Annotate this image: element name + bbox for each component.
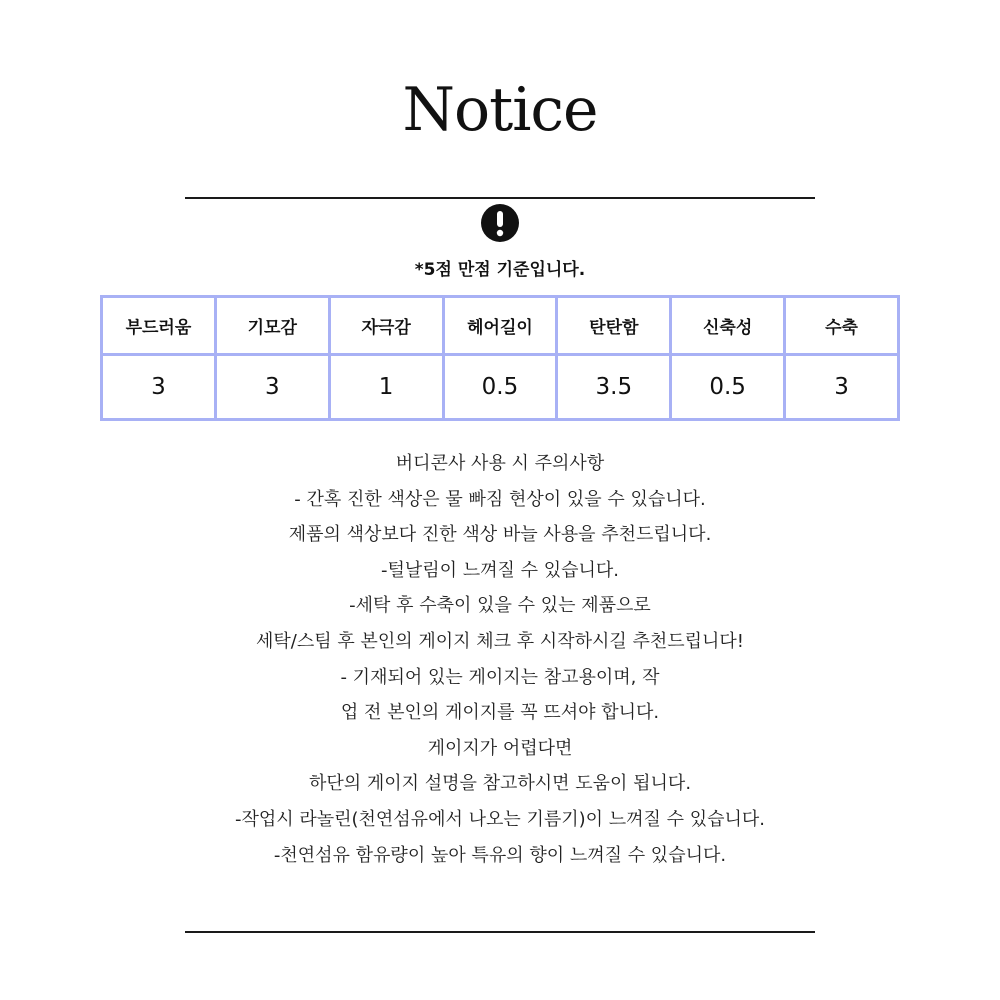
note-line: - 간혹 진한 색상은 물 빠짐 현상이 있을 수 있습니다. (294, 488, 706, 510)
rating-value: 3.5 (557, 355, 671, 420)
bottom-divider (185, 931, 815, 933)
note-line: 게이지가 어렵다면 (427, 737, 573, 759)
rating-header: 부드러움 (102, 297, 216, 355)
note-line: 업 전 본인의 게이지를 꼭 뜨셔야 합니다. (340, 702, 660, 724)
rating-header: 탄탄함 (557, 297, 671, 355)
rating-header: 수축 (785, 297, 899, 355)
note-line: 제품의 색상보다 진한 색상 바늘 사용을 추천드립니다. (288, 524, 712, 546)
exclamation-circle-icon (481, 204, 519, 242)
rating-header: 헤어길이 (443, 297, 557, 355)
note-line: - 기재되어 있는 게이지는 참고용이며, 작 (340, 666, 660, 688)
note-line: -세탁 후 수축이 있을 수 있는 제품으로 (349, 595, 651, 617)
rating-header: 자극감 (329, 297, 443, 355)
note-line: -천연섬유 함유량이 높아 특유의 향이 느껴질 수 있습니다. (273, 844, 727, 866)
rating-header: 신축성 (671, 297, 785, 355)
note-line: 하단의 게이지 설명을 참고하시면 도움이 됩니다. (308, 773, 692, 795)
ratings-table (100, 295, 900, 421)
note-line: -작업시 라놀린(천연섬유에서 나오는 기름기)이 느껴질 수 있습니다. (234, 808, 766, 830)
rating-value: 3 (785, 355, 899, 420)
score-note: *5점 만점 기준입니다. (414, 260, 586, 280)
ratings-header-row (102, 297, 899, 355)
rating-value: 3 (102, 355, 216, 420)
rating-header: 기모감 (215, 297, 329, 355)
notes-heading: 버디콘사 사용 시 주의사항 (395, 453, 605, 474)
note-line: -털날림이 느껴질 수 있습니다. (380, 559, 620, 581)
caution-notes (0, 446, 1000, 873)
top-divider (185, 197, 815, 199)
rating-value: 0.5 (443, 355, 557, 420)
rating-value: 3 (215, 355, 329, 420)
page-title: Notice (402, 75, 598, 145)
rating-value: 1 (329, 355, 443, 420)
note-line: 세탁/스팀 후 본인의 게이지 체크 후 시작하시길 추천드립니다! (255, 630, 745, 652)
ratings-value-row (102, 355, 899, 420)
rating-value: 0.5 (671, 355, 785, 420)
